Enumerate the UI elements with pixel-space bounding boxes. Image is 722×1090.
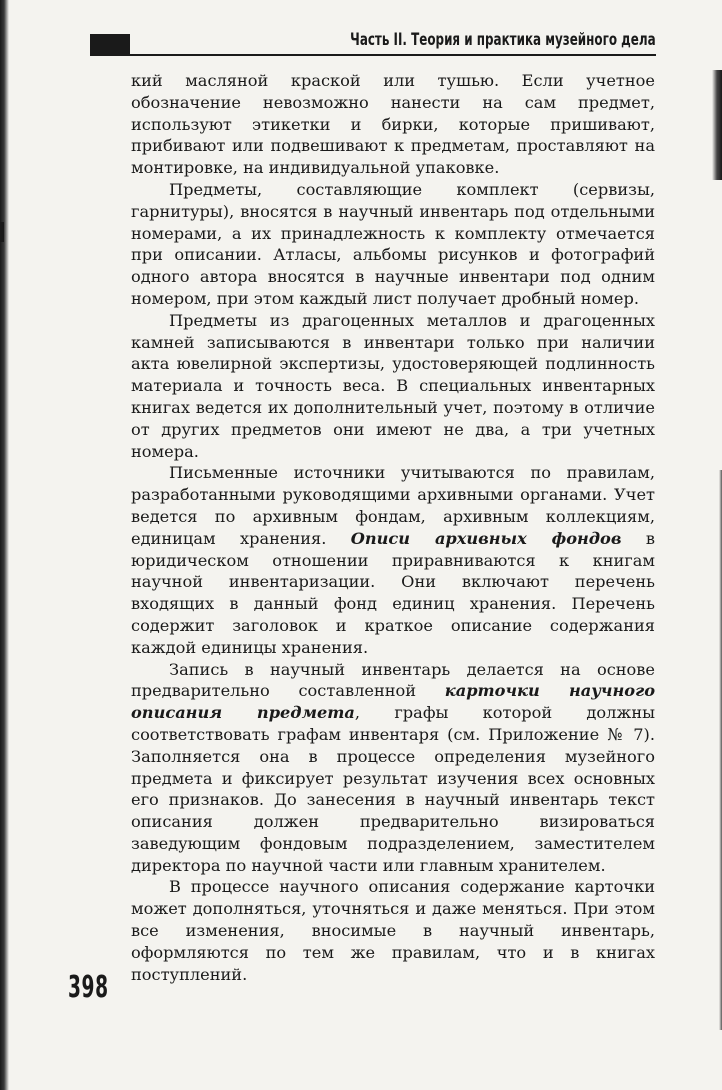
paragraph [131,462,655,658]
body-text [131,70,655,985]
paragraph-text: Запись в научный инвентарь делается на основе предварительно составленной [131,659,655,701]
paragraph [131,310,655,463]
paragraph [131,70,655,179]
running-head: Часть II. Теория и практика музейного дела [350,30,656,50]
paragraph-text: Предметы, составляющие комплект (сервизы, гарнитуры), вносятся в научный инвентарь под отдельными номерами, а их принадлежность к комплекту отмечается при описании. Атласы, альбомы рисунков и фотографий одного автора вносятся в научные инвентари под одним номером, при этом каждый лист получает дробный номер. [131,179,655,308]
header-black-block [90,34,130,54]
paragraph [131,659,655,877]
paragraph-text: кий масляной краской или тушью. Если учетное обозначение невозможно нанести на сам предмет, используют этикетки и бирки, которые пришивают, прибивают или подвешивают к предметам, проставляют на монтировке, на индивидуальной упаковке. [131,71,655,178]
header-rule [90,54,656,56]
page-number: 398 [68,970,109,1005]
scan-shadow-right [712,70,722,180]
emphasized-term: карточки научного описания предмета [131,681,655,723]
scan-mark-left [0,222,4,242]
scan-shadow-left [0,0,9,1090]
paragraph-text: , графы которой должны соответствовать графам инвентаря (см. Приложение № 7). Заполняется она в процессе определения музейного предмета и фиксирует результат изучения всех основных его признаков. До занесения в научный инвентарь текст описания должен предварительно визироваться заведующим фондовым подразделением, заместителем директора по научной части или главным хранителем. [131,703,655,875]
paragraph [131,179,655,310]
paragraph-text: Предметы из драгоценных металлов и драгоценных камней записываются в инвентари только при наличии акта ювелирной экспертизы, удостоверяющей подлинность материала и точность веса. В специальных инвентарных книгах ведется их дополнительный учет, поэтому в отличие от других предметов они имеют не два, а три учетных номера. [131,310,655,461]
emphasized-term: Описи архивных фондов [350,528,622,548]
paragraph-text: Письменные источники учитываются по правилам, разработанными руководящими архивными органами. Учет ведется по архивным фондам, архивным коллекциям, единицам хранения. [131,463,655,548]
paragraph [131,876,655,985]
paragraph-text: в юридическом отношении приравниваются к книгам научной инвентаризации. Они включают перечень входящих в данный фонд единиц хранения. Перечень содержит заголовок и краткое описание содержания каждой единицы хранения. [131,528,655,657]
paragraph-text: В процессе научного описания содержание карточки может дополняться, уточняться и даже меняться. При этом все изменения, вносимые в научный инвентарь, оформляются по тем же правилам, что и в книгах поступлений. [131,877,655,984]
